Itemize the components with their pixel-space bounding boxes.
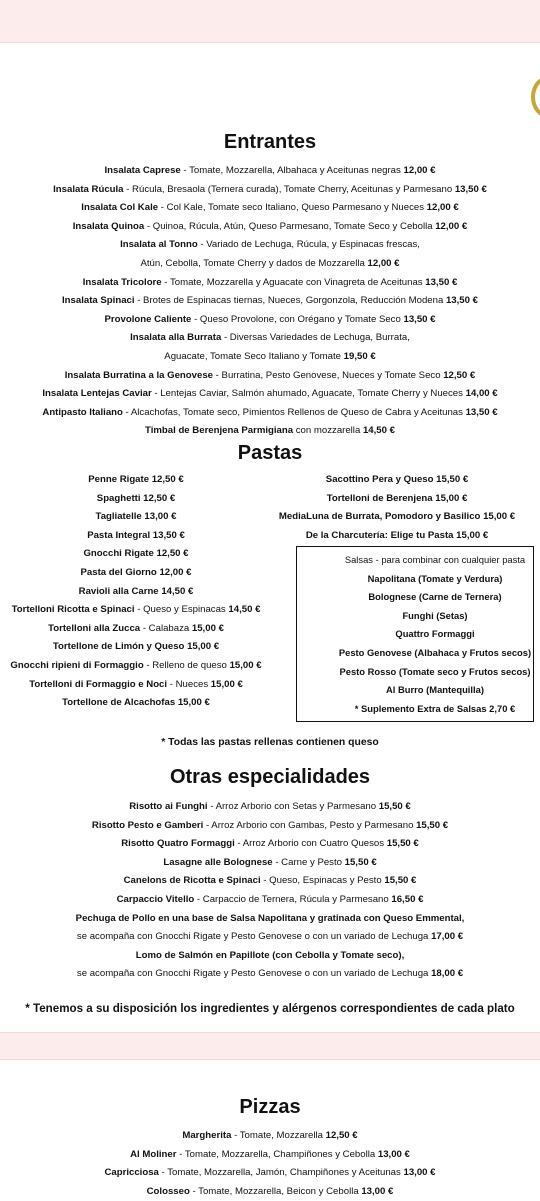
salsa-item: Pesto Rosso (Tomate seco y Frutos secos): [339, 665, 531, 677]
menu-item: Gnocchi ripieni di Formaggio - Relleno de queso 15,00 €: [10, 659, 262, 671]
salsa-item: Pesto Genovese (Albahaca y Frutos secos): [338, 646, 532, 658]
menu-item: Risotto ai Funghi - Arroz Arborio con Setas y Parmesano 15,50 €: [129, 801, 411, 812]
menu-item: Insalata Spinaci - Brotes de Espinacas tiernas, Nueces, Gorgonzola, Reducción Modena 13,50 €: [62, 295, 478, 307]
menu-item: Tortelloni di Formaggio e Noci - Nueces 15,00 €: [29, 678, 243, 690]
salsa-item: Al Burro (Mantequilla): [386, 684, 484, 696]
menu-item: Insalata Burratina a la Genovese - Burratina, Pesto Genovese, Nueces y Tomate Seco 12,50 €: [64, 369, 476, 381]
menu-item: Insalata al Tonno - Variado de Lechuga, Rúcula, y Espinacas frescas,: [120, 239, 420, 251]
gold-circle-icon: [531, 76, 540, 118]
menu-item: Al Moliner - Tomate, Mozzarella, Champiñones y Cebolla 13,00 €: [130, 1148, 410, 1160]
menu-item: Atún, Cebolla, Tomate Cherry y dados de Mozzarella 12,00 €: [140, 257, 400, 269]
menu-item: Tortellone de Alcachofas 15,00 €: [62, 697, 210, 709]
section-title-pastas: Pastas: [237, 442, 303, 464]
menu-item: Insalata Caprese - Tomate, Mozzarella, Albahaca y Aceitunas negras 12,00 €: [104, 165, 436, 176]
salsas-title: Salsas - para combinar con cualquier pasta: [344, 554, 526, 565]
menu-item: Antipasto Italiano - Alcachofas, Tomate seco, Pimientos Rellenos de Queso de Cabra y Aceitunas 13,50 €: [42, 406, 498, 418]
menu-item: Gnocchi Rigate 12,50 €: [83, 548, 189, 560]
salsa-item: Funghi (Setas): [402, 609, 468, 621]
menu-item: Pechuga de Pollo en una base de Salsa Napolitana y gratinada con Queso Emmental,: [75, 912, 465, 924]
pizzas-list: [0, 1127, 540, 1201]
menu-item: Sacottino Pera y Queso 15,50 €: [325, 474, 469, 485]
menu-item: Insalata Tricolore - Tomate, Mozzarella y Aguacate con Vinagreta de Aceitunas 13,50 €: [82, 276, 458, 288]
menu-item: Capricciosa - Tomate, Mozzarella, Jamón, Champiñones y Aceitunas 13,00 €: [104, 1167, 436, 1179]
section-title-entrantes: Entrantes: [223, 131, 317, 153]
menu-item: Tagliatelle 13,00 €: [95, 511, 177, 523]
pasta-filled-note: * Todas las pastas rellenas contienen queso: [161, 737, 379, 748]
menu-item: Pasta Integral 13,50 €: [87, 529, 185, 541]
otras-list: [0, 798, 540, 984]
menu-item: Tortelloni alla Zucca - Calabaza 15,00 €: [48, 622, 224, 634]
menu-item: Aguacate, Tomate Seco Italiano y Tomate 19,50 €: [164, 350, 376, 362]
menu-item: De la Charcutería: Elige tu Pasta 15,00 €: [305, 529, 489, 541]
pastas-right-column: [262, 471, 532, 545]
section-title-pizzas: Pizzas: [239, 1096, 301, 1118]
salsa-supplement-note: * Suplemento Extra de Salsas 2,70 €: [354, 702, 516, 714]
top-banner: [0, 0, 540, 43]
menu-item: Insalata Lentejas Caviar - Lentejas Caviar, Salmón ahumado, Aguacate, Tomate Cherry y Nueces 14,00 €: [42, 388, 498, 400]
menu-item: Lasagne alle Bolognese - Carne y Pesto 15,50 €: [163, 856, 377, 868]
menu-item: Canelons de Ricotta e Spinaci - Queso, Espinacas y Pesto 15,50 €: [123, 875, 417, 887]
menu-item: Margherita - Tomate, Mozzarella 12,50 €: [182, 1130, 358, 1141]
menu-item: Carpaccio Vitello - Carpaccio de Ternera, Rúcula y Parmesano 16,50 €: [116, 893, 424, 905]
menu-item: Insalata Rúcula - Rúcula, Bresaola (Ternera curada), Tomate Cherry, Aceitunas y Parmesano 13,50 €: [53, 183, 487, 195]
menu-item: Timbal de Berenjena Parmigiana con mozzarella 14,50 €: [145, 425, 395, 437]
section-divider-band: [0, 1032, 540, 1060]
menu-item: MediaLuna de Burrata, Pomodoro y Basilico 15,00 €: [278, 511, 516, 523]
menu-item: Ravioli alla Carne 14,50 €: [78, 585, 194, 597]
menu-item: Insalata Col Kale - Col Kale, Tomate seco Italiano, Queso Parmesano y Nueces 12,00 €: [81, 202, 459, 214]
pastas-left-column: [0, 471, 272, 713]
menu-item: Tortelloni de Berenjena 15,00 €: [326, 492, 468, 504]
menu-item: se acompaña con Gnocchi Rigate y Pesto Genovese o con un variado de Lechuga 18,00 €: [76, 968, 464, 980]
menu-item: Colosseo - Tomate, Mozzarella, Beicon y Cebolla 13,00 €: [146, 1185, 394, 1197]
menu-item: Tortellone de Limón y Queso 15,00 €: [52, 641, 220, 653]
menu-item: se acompaña con Gnocchi Rigate y Pesto Genovese o con un variado de Lechuga 17,00 €: [76, 931, 464, 943]
salsa-item: Bolognese (Carne de Ternera): [368, 591, 502, 603]
menu-item: Risotto Pesto e Gamberi - Arroz Arborio con Gambas, Pesto y Parmesano 15,50 €: [91, 819, 449, 831]
menu-item: Risotto Quatro Formaggi - Arroz Arborio con Cuatro Quesos 15,50 €: [121, 838, 419, 850]
menu-item: Provolone Caliente - Queso Provolone, con Orégano y Tomate Seco 13,50 €: [104, 313, 436, 325]
menu-item: Penne Rigate 12,50 €: [88, 474, 184, 485]
menu-item: Insalata Quinoa - Quinoa, Rúcula, Atún, Queso Parmesano, Tomate Seco y Cebolla 12,00 €: [72, 220, 468, 232]
entrantes-list: [0, 162, 540, 441]
section-title-otras: Otras especialidades: [169, 766, 371, 788]
salsa-item: Quattro Formaggi: [395, 628, 475, 640]
menu-item: Lomo de Salmón en Papillote (con Cebolla y Tomate seco),: [135, 949, 405, 961]
menu-item: Insalata alla Burrata - Diversas Variedades de Lechuga, Burrata,: [130, 332, 410, 344]
allergen-note: * Tenemos a su disposición los ingredientes y alérgenos correspondientes de cada plato: [25, 1002, 515, 1015]
salsa-item: Napolitana (Tomate y Verdura): [367, 572, 503, 584]
menu-item: Pasta del Giorno 12,00 €: [80, 566, 192, 578]
menu-item: Tortelloni Ricotta e Spinaci - Queso y Espinacas 14,50 €: [11, 604, 261, 616]
menu-item: Spaghetti 12,50 €: [96, 492, 176, 504]
salsas-box: [296, 546, 534, 722]
